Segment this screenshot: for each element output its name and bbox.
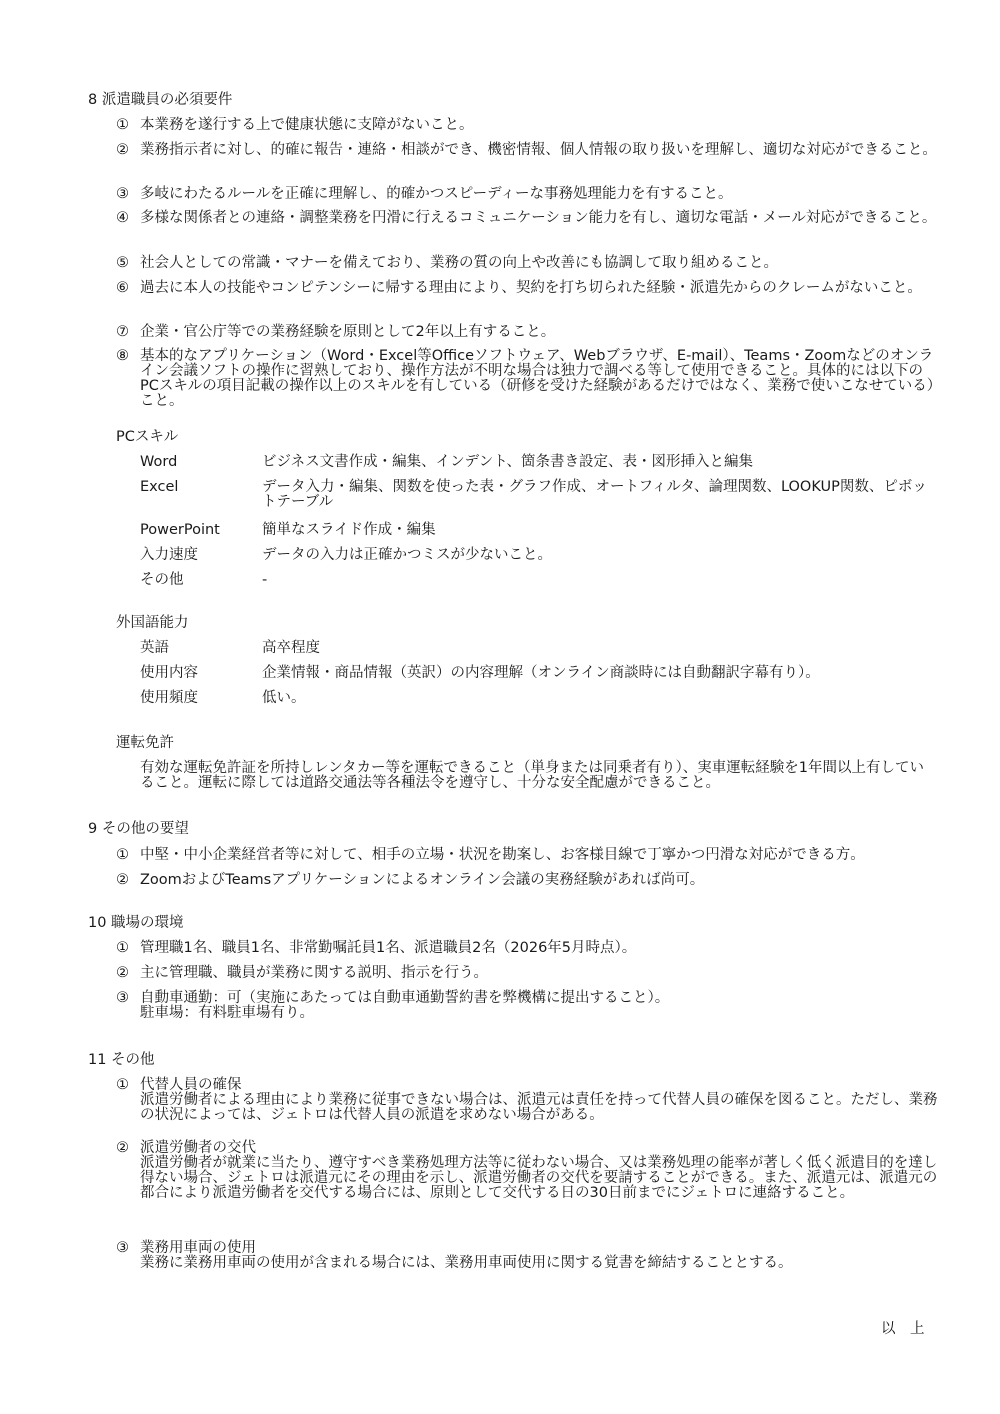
section-8-title: 8 派遣職員の必須要件: [88, 92, 233, 108]
item-number: ⑦: [116, 324, 129, 340]
item-text: 派遣労働者が就業に当たり、遵守すべき業務処理方法等に従わない場合、又は業務処理の能率が著しく低く派遣目的を達し得ない場合、ジェトロは派遣元にその理由を示し、派遣労働者の交代を要請することができる。また、派遣元は、派遣元の都合により派遣労働者を交代する場合には、原則として交代する日の30日前までにジェトロに連絡すること。: [140, 1155, 938, 1201]
language-value: 企業情報・商品情報（英訳）の内容理解（オンライン商談時には自動翻訳字幕有り）。: [262, 665, 820, 681]
language-key: 使用頻度: [140, 690, 198, 706]
item-number: ⑤: [116, 255, 129, 271]
item-number: ①: [116, 940, 129, 956]
skill-description: データ入力・編集、関数を使った表・グラフ作成、オートフィルタ、論理関数、LOOKUP関数、ピボットテーブル: [262, 479, 927, 510]
skill-description: データの入力は正確かつミスが少ないこと。: [262, 547, 552, 563]
section-10-title: 10 職場の環境: [88, 915, 184, 931]
item-number: ③: [116, 990, 129, 1006]
list-item: [116, 143, 938, 158]
list-item: [116, 873, 938, 888]
section-9-title: 9 その他の要望: [88, 821, 189, 837]
skill-name: その他: [140, 572, 184, 588]
item-heading: 業務用車両の使用: [140, 1240, 256, 1256]
item-text: 管理職1名、職員1名、非常勤嘱託員1名、派遣職員2名（2026年5月時点）。: [140, 940, 637, 956]
skill-description: ビジネス文書作成・編集、インデント、箇条書き設定、表・図形挿入と編集: [262, 454, 753, 470]
item-text: 本業務を遂行する上で健康状態に支障がないこと。: [140, 117, 474, 133]
list-item: [116, 281, 938, 296]
item-text: 自動車通勤：可（実施にあたっては自動車通勤誓約書を弊機構に提出すること）。: [140, 990, 670, 1006]
item-heading: 代替人員の確保: [140, 1077, 242, 1093]
item-text: 業務指示者に対し、的確に報告・連絡・相談ができ、機密情報、個人情報の取り扱いを理解し、適切な対応ができること。: [140, 142, 937, 158]
list-item: [116, 325, 938, 340]
list-item: [116, 118, 938, 133]
list-item: [116, 966, 938, 981]
item-number: ②: [116, 1140, 129, 1156]
list-item: [116, 941, 938, 956]
item-number: ③: [116, 186, 129, 202]
item-number: ②: [116, 142, 129, 158]
item-text: 主に管理職、職員が業務に関する説明、指示を行う。: [140, 965, 488, 981]
item-text: 多様な関係者との連絡・調整業務を円滑に行えるコミュニケーション能力を有し、適切な電話・メール対応ができること。: [140, 210, 937, 226]
language-value: 低い。: [262, 690, 306, 706]
item-text: 業務に業務用車両の使用が含まれる場合には、業務用車両使用に関する覚書を締結することとする。: [140, 1255, 793, 1271]
item-text: 基本的なアプリケーション（Word・Excel等Officeソフトウェア、Webブラウザ、E-mail）、Teams・Zoomなどのオンライン会議ソフトの操作に習熟しており、操作方法が不明な場合は独力で調べる等して使用できること。具体的には以下のPCスキルの項目記載の操作以上のスキルを有している（研修を受けた経験があるだけではなく、業務で使いこなせている）こと。: [140, 348, 935, 409]
driving-license-label: 運転免許: [116, 735, 174, 751]
item-text: 多岐にわたるルールを正確に理解し、的確かつスピーディーな事務処理能力を有すること。: [140, 186, 733, 202]
item-number: ②: [116, 965, 129, 981]
skill-name: Excel: [140, 479, 179, 495]
item-number: ③: [116, 1240, 129, 1256]
item-number: ①: [116, 117, 129, 133]
item-text: 派遣労働者による理由により業務に従事できない場合は、派遣元は責任を持って代替人員の確保を図ること。ただし、業務の状況によっては、ジェトロは代替人員の派遣を求めない場合がある。: [140, 1092, 938, 1123]
item-number: ⑥: [116, 280, 129, 296]
language-key: 使用内容: [140, 665, 198, 681]
list-item: [116, 991, 938, 1021]
skill-name: Word: [140, 454, 178, 470]
list-item: [116, 848, 938, 863]
skill-name: 入力速度: [140, 547, 198, 563]
list-item: [116, 1141, 938, 1201]
language-value: 高卒程度: [262, 640, 320, 656]
driving-license-text: 有効な運転免許証を所持しレンタカー等を運転できること（単身または同乗者有り）、実車運転経験を1年間以上有していること。運転に際しては道路交通法等各種法令を遵守し、十分な安全配慮ができること。: [140, 760, 925, 791]
list-item: [116, 349, 938, 409]
list-item: [116, 256, 938, 271]
section-11-title: 11 その他: [88, 1052, 155, 1068]
item-number: ②: [116, 872, 129, 888]
item-number: ①: [116, 847, 129, 863]
language-key: 英語: [140, 640, 169, 656]
pc-skill-label: PCスキル: [116, 429, 179, 445]
list-item: [116, 1078, 938, 1123]
item-number: ④: [116, 210, 129, 226]
item-number: ⑧: [116, 348, 129, 364]
list-item: [116, 187, 938, 202]
item-text: 社会人としての常識・マナーを備えており、業務の質の向上や改善にも協調して取り組めること。: [140, 255, 778, 271]
list-item: [116, 1241, 938, 1271]
skill-name: PowerPoint: [140, 522, 220, 538]
item-text: 中堅・中小企業経営者等に対して、相手の立場・状況を勘案し、お客様目線で丁寧かつ円滑な対応ができる方。: [140, 847, 865, 863]
item-text: ZoomおよびTeamsアプリケーションによるオンライン会議の実務経験があれば尚可。: [140, 872, 705, 888]
skill-description: -: [262, 572, 268, 588]
foreign-language-label: 外国語能力: [116, 615, 189, 631]
skill-description: 簡単なスライド作成・編集: [262, 522, 436, 538]
list-item: [116, 211, 938, 226]
closing-mark: 以 上: [881, 1321, 925, 1337]
item-number: ①: [116, 1077, 129, 1093]
item-heading: 派遣労働者の交代: [140, 1140, 256, 1156]
item-text-continued: 駐車場：有料駐車場有り。: [140, 1005, 314, 1021]
item-text: 企業・官公庁等での業務経験を原則として2年以上有すること。: [140, 324, 556, 340]
item-text: 過去に本人の技能やコンピテンシーに帰する理由により、契約を打ち切られた経験・派遣先からのクレームがないこと。: [140, 280, 922, 296]
